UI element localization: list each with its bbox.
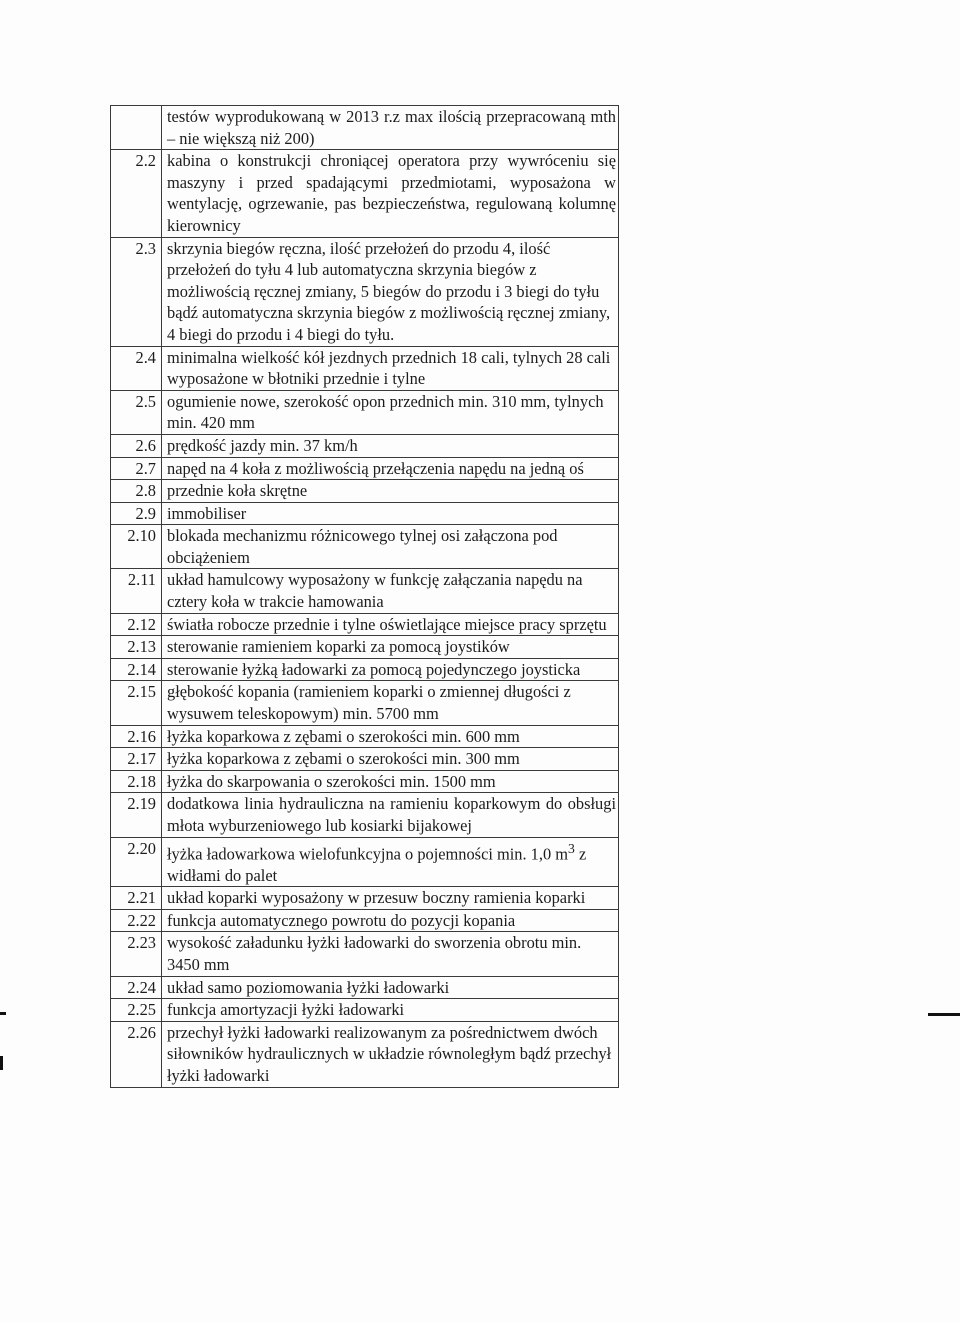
row-description: napęd na 4 koła z możliwością przełączenia napędu na jedną oś xyxy=(162,457,619,480)
row-description: układ koparki wyposażony w przesuw boczny ramienia koparki xyxy=(162,887,619,910)
table-row xyxy=(111,636,619,659)
row-number: 2.2 xyxy=(111,150,162,237)
scan-edge-mark-right xyxy=(928,1013,960,1016)
table-row xyxy=(111,999,619,1022)
table-row xyxy=(111,502,619,525)
row-number: 2.9 xyxy=(111,502,162,525)
table-row xyxy=(111,748,619,771)
row-description: blokada mechanizmu różnicowego tylnej osi załączona pod obciążeniem xyxy=(162,525,619,569)
row-number: 2.12 xyxy=(111,613,162,636)
table-row xyxy=(111,346,619,390)
row-description: immobiliser xyxy=(162,502,619,525)
row-number: 2.6 xyxy=(111,434,162,457)
row-description: układ samo poziomowania łyżki ładowarki xyxy=(162,976,619,999)
row-description: układ hamulcowy wyposażony w funkcję załączania napędu na cztery koła w trakcie hamowania xyxy=(162,569,619,613)
row-description: funkcja automatycznego powrotu do pozycji kopania xyxy=(162,909,619,932)
row-number: 2.14 xyxy=(111,658,162,681)
row-description xyxy=(162,837,619,887)
superscript-exponent: 3 xyxy=(568,840,575,856)
table-row xyxy=(111,434,619,457)
row-description: sterowanie łyżką ładowarki za pomocą pojedynczego joysticka xyxy=(162,658,619,681)
table-row xyxy=(111,390,619,434)
row-number: 2.7 xyxy=(111,457,162,480)
row-description: skrzynia biegów ręczna, ilość przełożeń do przodu 4, ilość przełożeń do tyłu 4 lub automatyczna skrzynia biegów z możliwością ręcznej zmiany, 5 biegów do przodu i 3 biegi do tyłu bądź automatyczna skrzynia biegów z możliwością ręcznej zmiany, 4 biegi do przodu i 4 biegi do tyłu. xyxy=(162,237,619,346)
table-row xyxy=(111,658,619,681)
table-row xyxy=(111,887,619,910)
row-number xyxy=(111,106,162,150)
row-number: 2.23 xyxy=(111,932,162,976)
row-description-text-continued: z widłami do palet xyxy=(167,844,587,885)
table-row xyxy=(111,525,619,569)
row-number: 2.22 xyxy=(111,909,162,932)
row-number: 2.24 xyxy=(111,976,162,999)
row-description: przechył łyżki ładowarki realizowanym za pośrednictwem dwóch siłowników hydraulicznych w układzie równoległym bądź przechył łyżki ładowarki xyxy=(162,1021,619,1087)
table-row xyxy=(111,909,619,932)
row-number: 2.16 xyxy=(111,725,162,748)
scan-edge-mark-left xyxy=(0,1012,6,1015)
row-number: 2.18 xyxy=(111,770,162,793)
row-number: 2.19 xyxy=(111,793,162,837)
table-row xyxy=(111,770,619,793)
row-number: 2.13 xyxy=(111,636,162,659)
specification-table xyxy=(110,105,619,1088)
table-row xyxy=(111,837,619,887)
table-row xyxy=(111,480,619,503)
row-description: wysokość załadunku łyżki ładowarki do sworzenia obrotu min. 3450 mm xyxy=(162,932,619,976)
table-row xyxy=(111,150,619,237)
row-number: 2.15 xyxy=(111,681,162,725)
row-description: łyżka do skarpowania o szerokości min. 1500 mm xyxy=(162,770,619,793)
table-row xyxy=(111,681,619,725)
row-description: minimalna wielkość kół jezdnych przednich 18 cali, tylnych 28 cali wyposażone w błotniki przednie i tylne xyxy=(162,346,619,390)
row-description: łyżka koparkowa z zębami o szerokości min. 300 mm xyxy=(162,748,619,771)
row-description: przednie koła skrętne xyxy=(162,480,619,503)
row-description: ogumienie nowe, szerokość opon przednich min. 310 mm, tylnych min. 420 mm xyxy=(162,390,619,434)
row-description: prędkość jazdy min. 37 km/h xyxy=(162,434,619,457)
row-number: 2.4 xyxy=(111,346,162,390)
table-row xyxy=(111,793,619,837)
row-description: kabina o konstrukcji chroniącej operatora przy wywróceniu się maszyny i przed spadającymi przedmiotami, wyposażona w wentylację, ogrzewanie, pas bezpieczeństwa, regulowaną kolumnę kierownicy xyxy=(162,150,619,237)
row-number: 2.26 xyxy=(111,1021,162,1087)
table-row xyxy=(111,932,619,976)
row-number: 2.10 xyxy=(111,525,162,569)
row-description: funkcja amortyzacji łyżki ładowarki xyxy=(162,999,619,1022)
row-number: 2.17 xyxy=(111,748,162,771)
table-row xyxy=(111,106,619,150)
table-row xyxy=(111,457,619,480)
scan-edge-mark-left-lower xyxy=(0,1056,3,1070)
table-row xyxy=(111,976,619,999)
row-number: 2.8 xyxy=(111,480,162,503)
row-number: 2.20 xyxy=(111,837,162,887)
row-description: głębokość kopania (ramieniem koparki o zmiennej długości z wysuwem teleskopowym) min. 5700 mm xyxy=(162,681,619,725)
row-description: światła robocze przednie i tylne oświetlające miejsce pracy sprzętu xyxy=(162,613,619,636)
row-description-text: łyżka ładowarkowa wielofunkcyjna o pojemności min. 1,0 m xyxy=(167,844,569,864)
row-number: 2.25 xyxy=(111,999,162,1022)
table-row xyxy=(111,569,619,613)
row-description: sterowanie ramieniem koparki za pomocą joystików xyxy=(162,636,619,659)
row-description: dodatkowa linia hydrauliczna na ramieniu koparkowym do obsługi młota wyburzeniowego lub kosiarki bijakowej xyxy=(162,793,619,837)
row-description: testów wyprodukowaną w 2013 r.z max ilością przepracowaną mth – nie większą niż 200) xyxy=(162,106,619,150)
table-row xyxy=(111,237,619,346)
table-row xyxy=(111,725,619,748)
table-row xyxy=(111,1021,619,1087)
table-row xyxy=(111,613,619,636)
row-number: 2.3 xyxy=(111,237,162,346)
row-number: 2.5 xyxy=(111,390,162,434)
row-number: 2.11 xyxy=(111,569,162,613)
row-description: łyżka koparkowa z zębami o szerokości min. 600 mm xyxy=(162,725,619,748)
row-number: 2.21 xyxy=(111,887,162,910)
